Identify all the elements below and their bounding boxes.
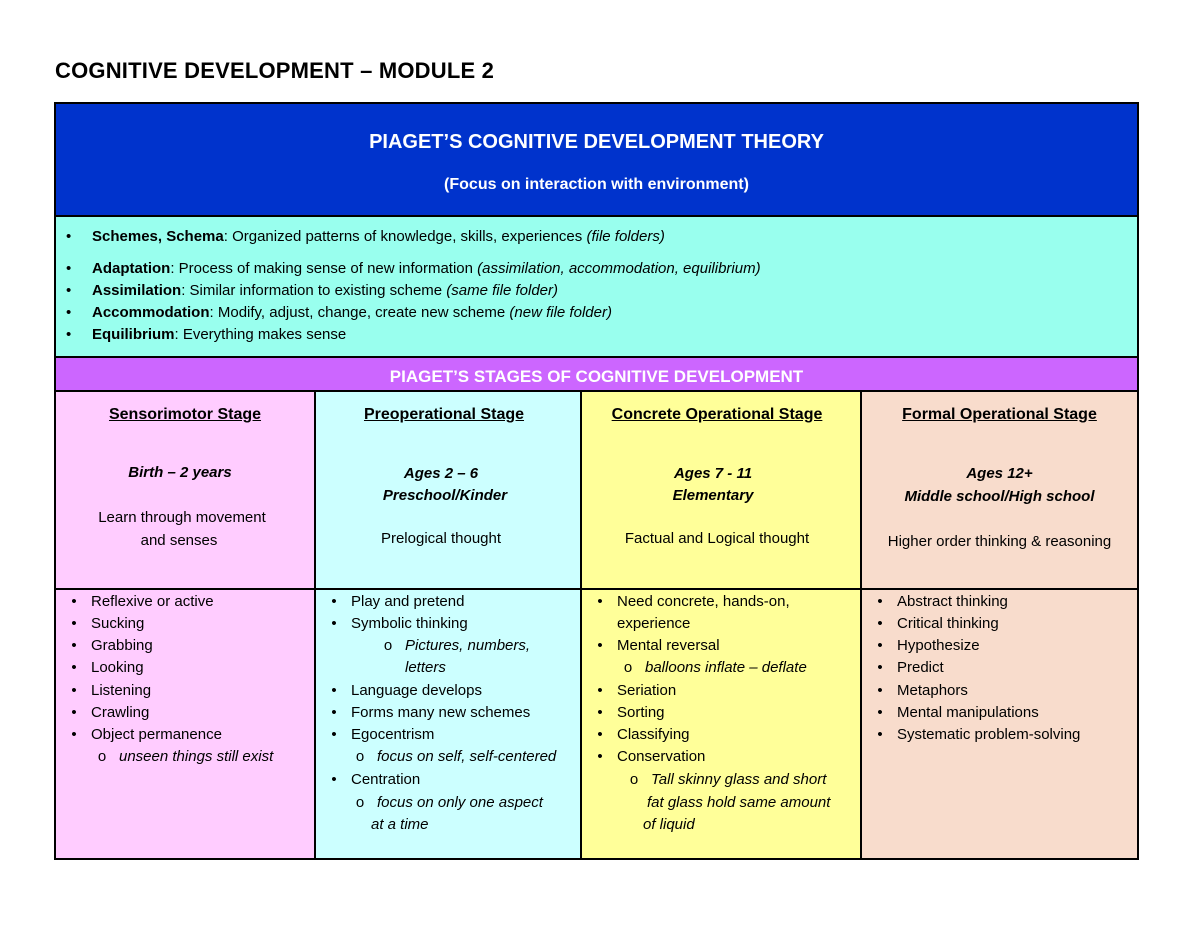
list-item: • Conservation [617, 747, 705, 767]
list-item-continued: experience [617, 615, 691, 632]
sub-list-item-continued: of liquid [643, 816, 695, 833]
list-item: • Sucking [91, 614, 144, 634]
stage-age: Middle school/High school [904, 488, 1095, 505]
stage-name: Preoperational Stage [363, 406, 525, 423]
list-item: • Mental reversal [617, 636, 720, 656]
bullet-icon: • [71, 682, 77, 699]
bullet-icon: • [331, 615, 337, 632]
bullet-icon: • [66, 304, 72, 321]
bullet-icon: o [355, 794, 365, 811]
stage-age: Preschool/Kinder [382, 487, 508, 504]
stage-traits-list [56, 590, 314, 858]
stage-name: Concrete Operational Stage [611, 406, 823, 423]
list-item: • Mental manipulations [897, 703, 1039, 723]
bullet-icon: • [331, 771, 337, 788]
bullet-icon: • [71, 704, 77, 721]
stage-column-sensorimotor [56, 392, 314, 858]
stage-description: Factual and Logical thought [624, 530, 810, 547]
bullet-icon: • [877, 704, 883, 721]
stage-age: Birth – 2 years [128, 464, 232, 481]
sub-list-item: o unseen things still exist [119, 747, 273, 767]
stage-description: and senses [140, 532, 218, 549]
bullet-icon: • [877, 659, 883, 676]
list-item: • Grabbing [91, 636, 153, 656]
definition-text: : Modify, adjust, change, create new scheme [209, 304, 510, 321]
bullet-icon: • [66, 326, 72, 343]
stage-name: Formal Operational Stage [902, 406, 1097, 423]
stage-column-concrete-operational [580, 392, 860, 858]
bullet-icon: • [66, 260, 72, 277]
bullet-icon: • [597, 593, 603, 610]
list-item: • Metaphors [897, 681, 968, 701]
bullet-icon: o [97, 748, 107, 765]
stage-column-formal-operational [860, 392, 1137, 858]
stage-description: Prelogical thought [380, 530, 502, 547]
list-item: • Seriation [617, 681, 676, 701]
bullet-icon: • [66, 228, 72, 245]
list-item: • Sorting [617, 703, 665, 723]
list-item: • Classifying [617, 725, 690, 745]
list-item: • Reflexive or active [91, 592, 214, 612]
list-item: • Hypothesize [897, 636, 980, 656]
list-item: • Listening [91, 681, 151, 701]
list-item: • Forms many new schemes [351, 703, 530, 723]
sub-list-item: o focus on only one aspect [377, 793, 543, 813]
bullet-icon: • [877, 726, 883, 743]
bullet-icon: o [623, 659, 633, 676]
stage-traits-list [862, 590, 1137, 858]
list-item: • Object permanence [91, 725, 222, 745]
definition-note: (assimilation, accommodation, equilibrium) [477, 260, 761, 277]
stage-summary [316, 392, 580, 590]
list-item: • Need concrete, hands-on, [617, 592, 790, 612]
bullet-icon: o [383, 637, 393, 654]
bullet-icon: • [877, 593, 883, 610]
list-item: • Crawling [91, 703, 149, 723]
sub-list-item: o Pictures, numbers, [405, 636, 530, 656]
list-item: • Symbolic thinking [351, 614, 468, 634]
list-item: • Centration [351, 770, 420, 790]
sub-list-item: o focus on self, self-centered [377, 747, 556, 767]
bullet-icon: • [331, 593, 337, 610]
definition-adaptation [66, 260, 761, 278]
bullet-icon: • [331, 704, 337, 721]
bullet-icon: • [597, 704, 603, 721]
bullet-icon: • [877, 637, 883, 654]
piaget-table [54, 102, 1139, 860]
definition-term: Accommodation [92, 304, 210, 321]
list-item: • Systematic problem-solving [897, 725, 1080, 745]
theory-title: PIAGET’S COGNITIVE DEVELOPMENT THEORY [369, 131, 824, 153]
stage-age: Ages 12+ [966, 465, 1033, 482]
stage-age: Ages 7 - 11 [673, 465, 753, 482]
definition-text: : Organized patterns of knowledge, skills, experiences [223, 228, 587, 245]
list-item: • Looking [91, 658, 144, 678]
list-item: • Play and pretend [351, 592, 464, 612]
definition-assimilation [66, 282, 558, 300]
definition-term: Schemes, Schema [92, 228, 224, 245]
sub-list-item: o Tall skinny glass and short [651, 770, 826, 790]
sub-list-item: o balloons inflate – deflate [645, 658, 807, 678]
list-item: • Predict [897, 658, 944, 678]
bullet-icon: • [877, 615, 883, 632]
definition-equilibrium [66, 326, 346, 344]
stage-age: Elementary [672, 487, 754, 504]
bullet-icon: • [331, 682, 337, 699]
stage-traits-list [316, 590, 580, 858]
stage-column-preoperational [314, 392, 580, 858]
theory-subtitle: (Focus on interaction with environment) [444, 176, 749, 193]
sub-list-item-continued: at a time [371, 816, 429, 833]
list-item: • Abstract thinking [897, 592, 1008, 612]
bullet-icon: • [597, 748, 603, 765]
bullet-icon: • [877, 682, 883, 699]
definition-note: (file folders) [586, 228, 665, 245]
bullet-icon: o [629, 771, 639, 788]
stage-description: Higher order thinking & reasoning [887, 533, 1112, 550]
stage-summary [862, 392, 1137, 590]
stages-header [56, 358, 1137, 392]
definition-term: Adaptation [92, 260, 171, 277]
theory-header [56, 104, 1137, 217]
definition-schemes [66, 228, 665, 246]
bullet-icon: • [331, 726, 337, 743]
stage-traits-list [582, 590, 860, 858]
bullet-icon: o [355, 748, 365, 765]
list-item: • Language develops [351, 681, 482, 701]
definition-term: Equilibrium [92, 326, 175, 343]
stage-summary [56, 392, 314, 590]
stage-summary [582, 392, 860, 590]
bullet-icon: • [71, 615, 77, 632]
bullet-icon: • [597, 637, 603, 654]
definition-note: (new file folder) [509, 304, 612, 321]
bullet-icon: • [71, 659, 77, 676]
list-item: • Egocentrism [351, 725, 434, 745]
definitions-section [56, 217, 1137, 358]
stage-name: Sensorimotor Stage [108, 406, 262, 423]
sub-list-item-continued: fat glass hold same amount [647, 794, 831, 811]
stages-title: PIAGET’S STAGES OF COGNITIVE DEVELOPMENT [389, 367, 804, 386]
bullet-icon: • [597, 726, 603, 743]
definition-note: (same file folder) [446, 282, 558, 299]
definition-text: : Process of making sense of new information [170, 260, 478, 277]
document-title: COGNITIVE DEVELOPMENT – MODULE 2 [55, 58, 495, 83]
list-item: • Critical thinking [897, 614, 999, 634]
stage-age: Ages 2 – 6 [403, 465, 479, 482]
bullet-icon: • [71, 593, 77, 610]
bullet-icon: • [66, 282, 72, 299]
sub-list-item-continued: letters [405, 659, 446, 676]
bullet-icon: • [71, 726, 77, 743]
definition-accommodation [66, 304, 612, 322]
bullet-icon: • [597, 682, 603, 699]
bullet-icon: • [71, 637, 77, 654]
definition-term: Assimilation [92, 282, 182, 299]
definition-text: : Everything makes sense [174, 326, 347, 343]
definition-text: : Similar information to existing scheme [181, 282, 447, 299]
stage-description: Learn through movement [98, 509, 266, 526]
